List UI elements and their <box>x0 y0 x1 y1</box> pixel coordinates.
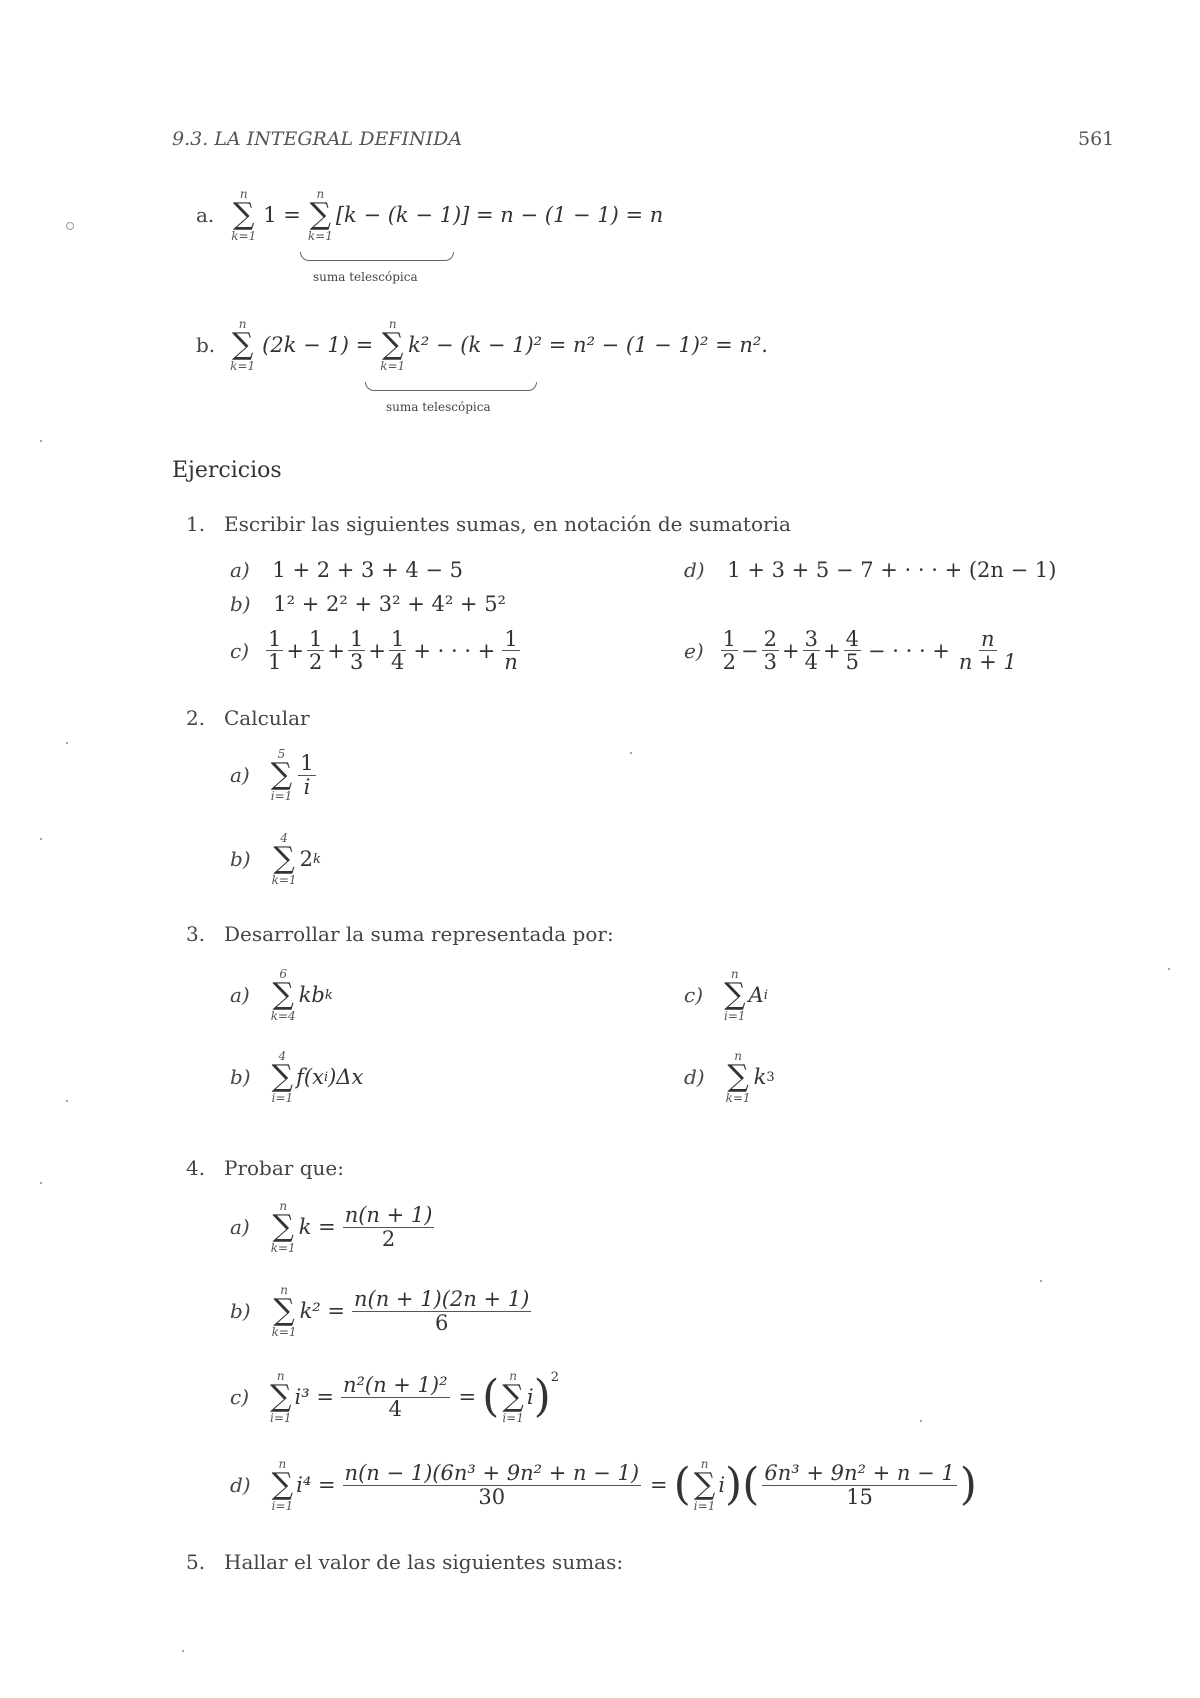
scan-speck <box>40 838 42 840</box>
sum-symbol: 6 ∑ k=4 <box>270 967 296 1023</box>
sum-symbol: n ∑ i=1 <box>271 1457 294 1513</box>
example-b <box>196 318 768 372</box>
sum-symbol: n ∑ i=1 <box>270 1369 292 1425</box>
ex4-a: a) n ∑ k=1 k = $\frac{n(n + 1)}{2}$ <box>230 1199 433 1255</box>
scan-speck <box>40 1182 42 1184</box>
ex4-b: b) n ∑ k=1 k² = $\frac{n(n + 1)(2n + 1)}{6}$ <box>230 1283 530 1339</box>
ex1-c: c) $\frac{1}{1}$ + $\frac{1}{2}$ + $\frac{1}{3}$ + $\frac{1}{4}$ + · · · + $\frac{1}{n}$ <box>230 627 518 675</box>
scan-speck <box>1168 968 1170 970</box>
scan-speck <box>66 222 74 230</box>
scan-speck <box>66 742 68 744</box>
ex4-number: 4. <box>186 1156 206 1180</box>
ex1-a-expr: 1 + 2 + 3 + 4 − 5 <box>272 558 464 582</box>
sum-symbol: n ∑ i=1 <box>724 967 746 1023</box>
ex2-text: Calcular <box>224 706 310 730</box>
left-paren: ( <box>742 1459 760 1510</box>
ex1-d-expr: 1 + 3 + 5 − 7 + · · · + (2n − 1) <box>727 558 1057 582</box>
right-paren: ) <box>533 1371 551 1422</box>
sum-symbol: n ∑ i=1 <box>502 1369 524 1425</box>
ex2-a: a) 5 ∑ i=1 $\frac{1}{i}$ <box>230 747 314 803</box>
scan-speck <box>182 1650 184 1652</box>
underbrace <box>365 382 537 391</box>
sum-symbol: n ∑ k=1 <box>271 1283 297 1339</box>
sum-symbol: n ∑ k=1 <box>231 187 257 243</box>
exercises-heading: Ejercicios <box>172 458 282 483</box>
ex1-a: a) 1 + 2 + 3 + 4 − 5 <box>230 558 464 582</box>
example-a <box>196 188 663 242</box>
ex3-b: b) 4 ∑ i=1 f(x i )Δx <box>230 1049 364 1105</box>
sum-symbol: n ∑ i=1 <box>693 1457 716 1513</box>
ex3-a: a) 6 ∑ k=4 kb k <box>230 967 333 1023</box>
ex1-e: e) $\frac{1}{2}$ − $\frac{2}{3}$ + $\frac{3}{4}$ + $\frac{4}{5}$ − · · · + $\frac{n}{n + 1}$ <box>684 627 1017 675</box>
ex1-d: d) 1 + 3 + 5 − 7 + · · · + (2n − 1) <box>684 558 1057 582</box>
left-paren: ( <box>673 1459 691 1510</box>
sum-symbol: n ∑ k=1 <box>230 317 256 373</box>
ex4-c: c) n ∑ i=1 i³ = $\frac{\text{n²(n + 1)²}}{4}$ = ( n ∑ i=1 i ) $^2$ <box>230 1369 560 1425</box>
sum-symbol: n ∑ k=1 <box>307 187 333 243</box>
scan-speck <box>920 1420 922 1422</box>
ex5-text: Hallar el valor de las siguientes sumas: <box>224 1550 624 1574</box>
ex4-text: Probar que: <box>224 1156 344 1180</box>
scan-speck <box>40 440 42 442</box>
ex1-b-expr: 1² + 2² + 3² + 4² + 5² <box>273 592 506 616</box>
example-a-body: [k − (k − 1)] = n − (1 − 1) = n <box>335 203 664 227</box>
scan-speck <box>630 752 632 754</box>
ex3-c: c) n ∑ i=1 A i <box>684 967 768 1023</box>
brace-note-b: suma telescópica <box>386 400 491 414</box>
running-header-section: 9.3. LA INTEGRAL DEFINIDA <box>172 128 463 150</box>
example-b-body: k² − (k − 1)² = n² − (1 − 1)² = n². <box>408 333 768 357</box>
sum-symbol: 4 ∑ k=1 <box>271 831 297 887</box>
example-a-label: a. <box>196 203 215 227</box>
example-b-lhs: (2k − 1) = <box>262 333 374 357</box>
left-paren: ( <box>482 1371 500 1422</box>
page-number: 561 <box>1078 128 1115 150</box>
ex2-number: 2. <box>186 706 206 730</box>
ex3-text: Desarrollar la suma representada por: <box>224 922 614 946</box>
example-a-lhs: 1 = <box>263 203 301 227</box>
ex3-d: d) n ∑ k=1 k 3 <box>684 1049 775 1105</box>
brace-note-a: suma telescópica <box>313 270 418 284</box>
ex1-b: b) 1² + 2² + 3² + 4² + 5² <box>230 592 506 616</box>
sum-symbol: n ∑ k=1 <box>380 317 406 373</box>
ex1-number: 1. <box>186 512 206 536</box>
ex4-d: d) n ∑ i=1 i⁴ = $\frac{\text{n(n − 1)(6n³ + 9n² + n − 1)}}{30}$ = ( n ∑ i=1 i ) ( $\frac{\text{6n³ + 9n² + n − 1}}{15}$ ) <box>230 1457 977 1513</box>
sum-symbol: n ∑ k=1 <box>270 1199 296 1255</box>
ex2-b: b) 4 ∑ k=1 2 k <box>230 831 321 887</box>
sum-symbol: n ∑ k=1 <box>725 1049 751 1105</box>
scan-speck <box>66 1100 68 1102</box>
sum-symbol: 5 ∑ i=1 <box>270 747 293 803</box>
ex3-number: 3. <box>186 922 206 946</box>
right-paren: ) <box>959 1459 977 1510</box>
scan-speck <box>1040 1280 1042 1282</box>
right-paren: ) <box>725 1459 743 1510</box>
example-b-label: b. <box>196 333 216 357</box>
ex5-number: 5. <box>186 1550 206 1574</box>
ex1-text: Escribir las siguientes sumas, en notación de sumatoria <box>224 512 791 536</box>
underbrace <box>300 252 454 261</box>
sum-symbol: 4 ∑ i=1 <box>271 1049 294 1105</box>
